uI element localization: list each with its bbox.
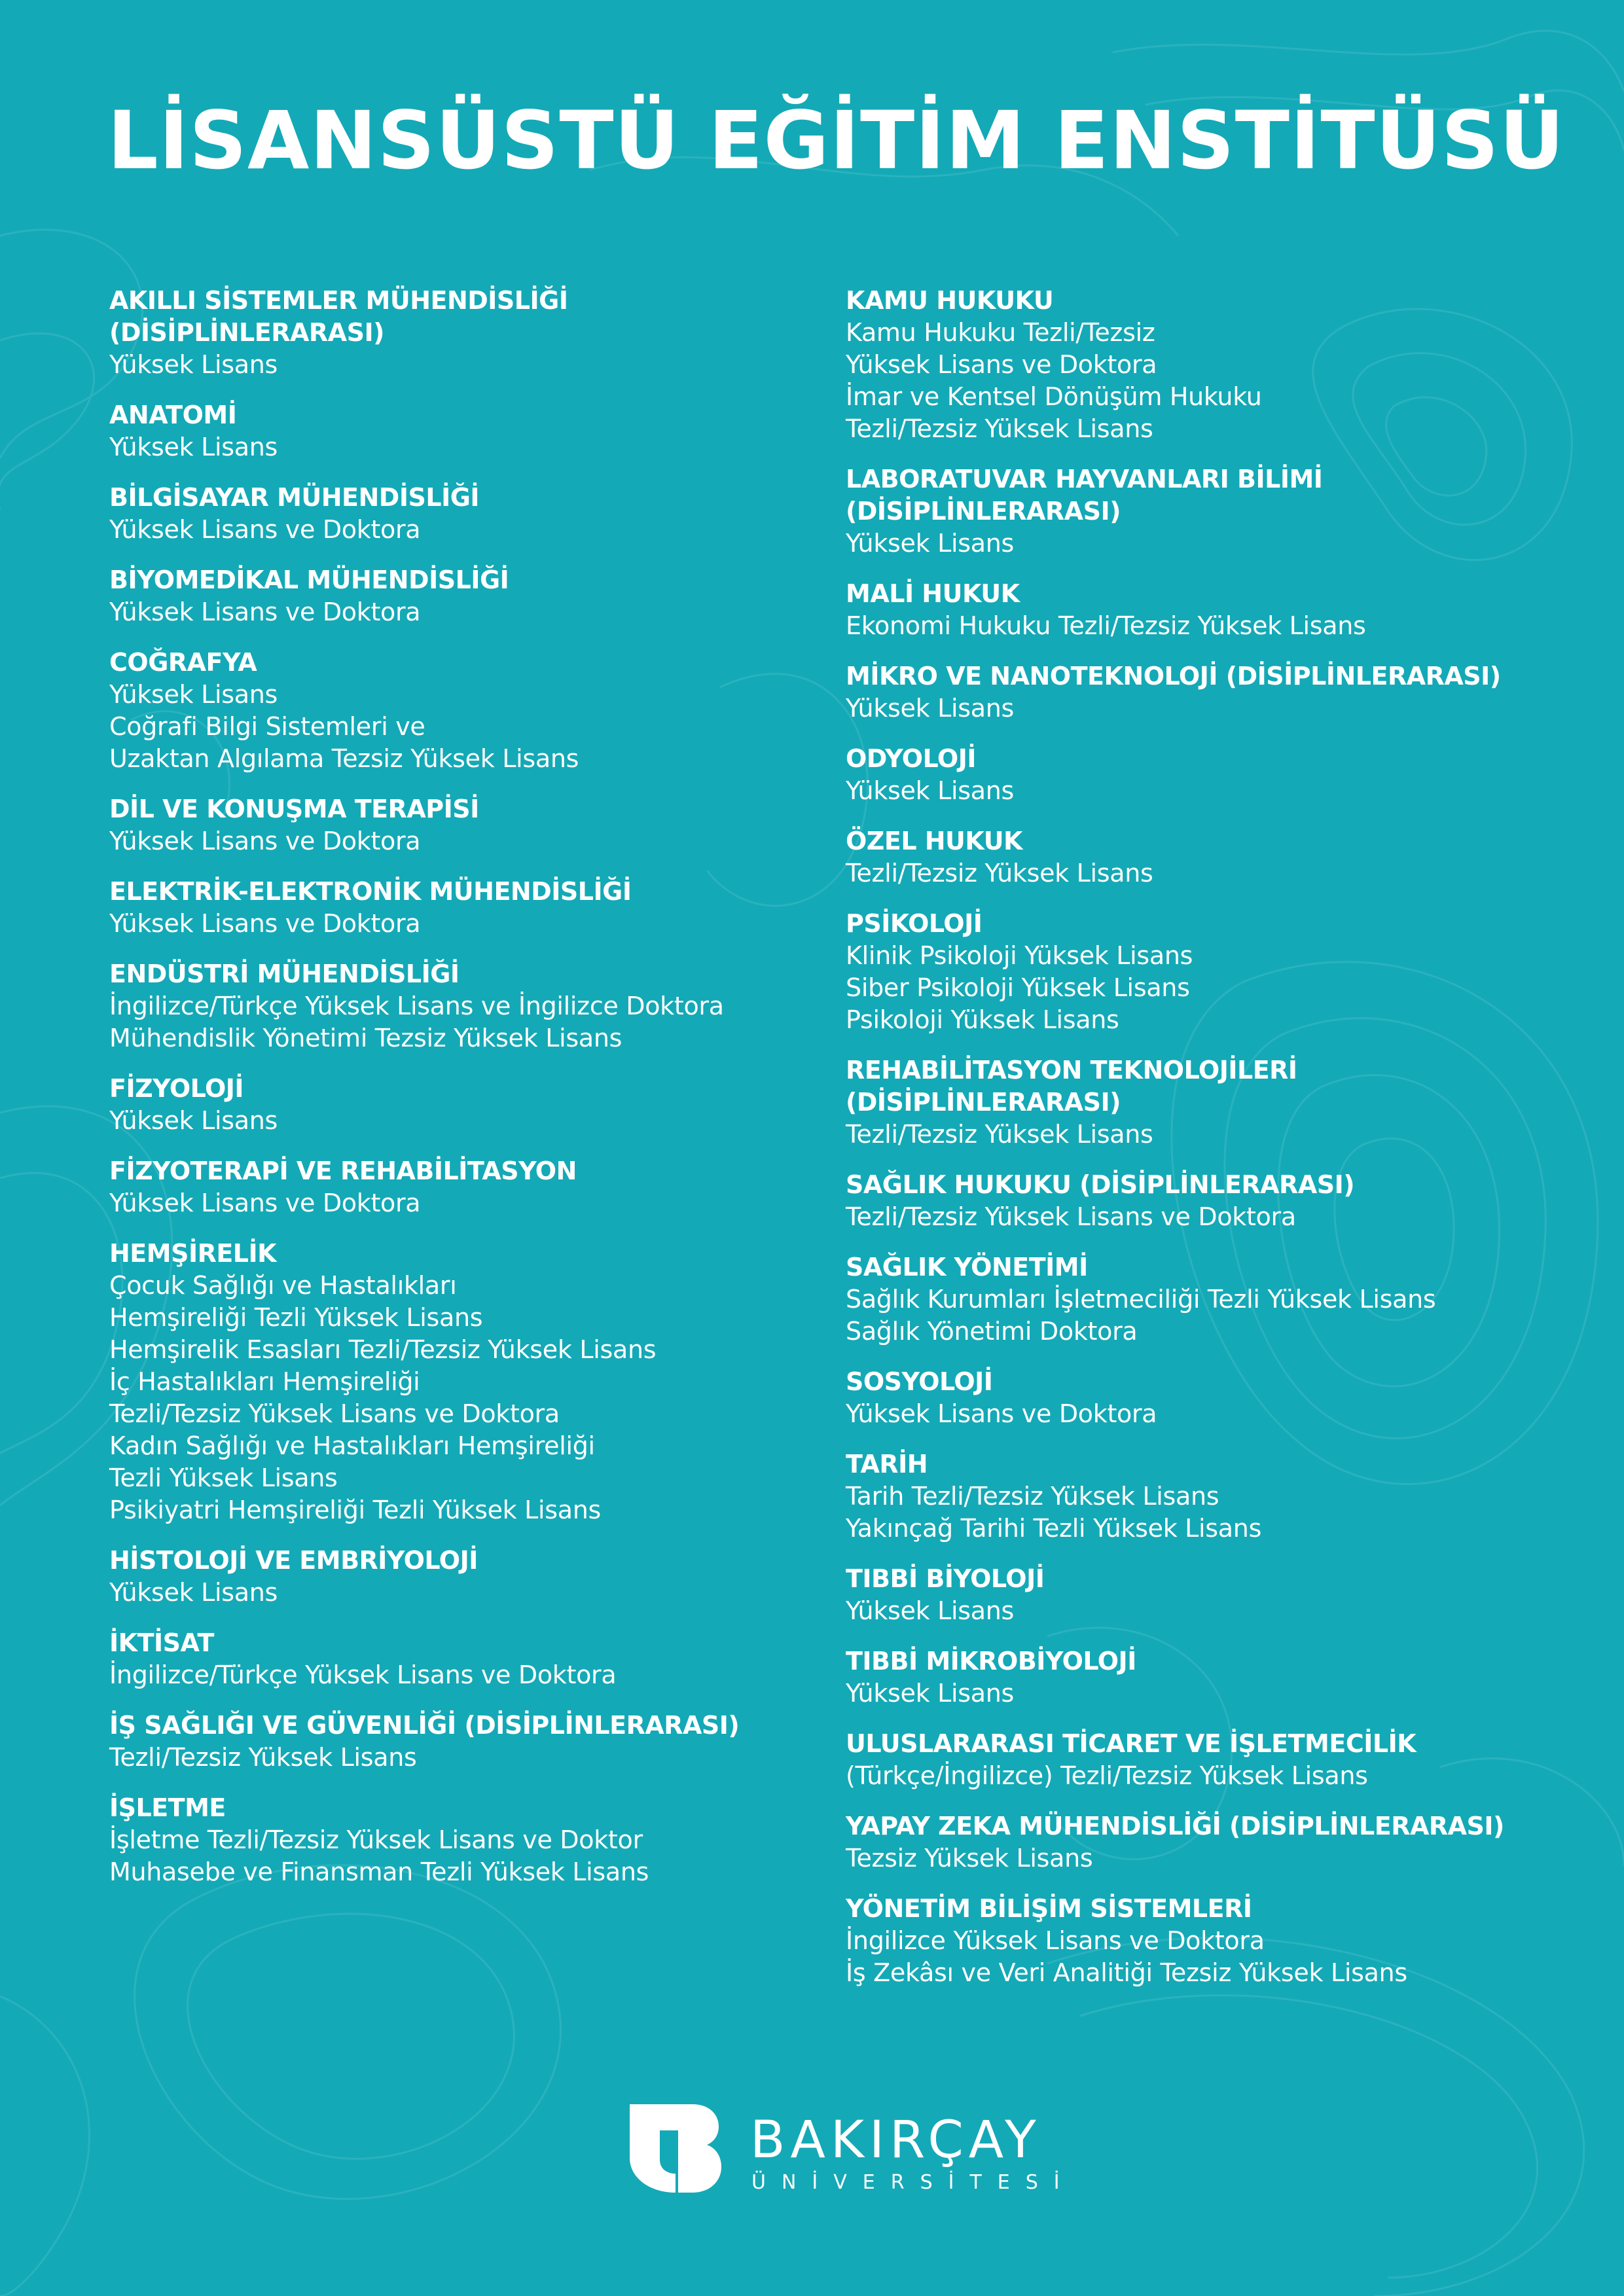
program-entry — [109, 876, 803, 940]
program-degree: Sağlık Kurumları İşletmeciliği Tezli Yüksek Lisans — [846, 1285, 1436, 1314]
program-degree: Psikiyatri Hemşireliği Tezli Yüksek Lisans — [109, 1496, 602, 1524]
program-degree: Yüksek Lisans — [846, 1596, 1014, 1625]
program-name: İKTİSAT — [109, 1628, 214, 1657]
program-degree: Tarih Tezli/Tezsiz Yüksek Lisans — [846, 1482, 1219, 1511]
program-degree: İmar ve Kentsel Dönüşüm Hukuku — [846, 382, 1262, 411]
right-program-column — [846, 285, 1579, 2007]
program-degree: Siber Psikoloji Yüksek Lisans — [846, 973, 1190, 1002]
program-name: DİL VE KONUŞMA TERAPİSİ — [109, 795, 479, 823]
program-degree: Yüksek Lisans ve Doktora — [846, 1399, 1157, 1428]
program-entry — [846, 285, 1579, 445]
program-entry — [846, 743, 1579, 807]
program-entry — [109, 1238, 803, 1526]
program-name: YAPAY ZEKA MÜHENDİSLİĞİ (DİSİPLİNLERARASI) — [846, 1812, 1504, 1840]
program-name: ODYOLOJİ — [846, 744, 976, 773]
program-degree: İç Hastalıkları Hemşireliği — [109, 1367, 420, 1396]
program-name: HEMŞİRELİK — [109, 1239, 277, 1268]
program-name: TIBBİ BİYOLOJİ — [846, 1564, 1045, 1593]
program-entry — [109, 1545, 803, 1609]
program-name: AKILLI SİSTEMLER MÜHENDİSLİĞİ — [109, 286, 568, 315]
program-name: MİKRO VE NANOTEKNOLOJİ (DİSİPLİNLERARASI) — [846, 662, 1501, 691]
program-degree: Tezli/Tezsiz Yüksek Lisans ve Doktora — [846, 1202, 1296, 1231]
program-name: PSİKOLOJİ — [846, 909, 983, 938]
program-entry — [109, 1073, 803, 1137]
program-degree: Tezli/Tezsiz Yüksek Lisans ve Doktora — [109, 1399, 560, 1428]
program-degree: Hemşireliği Tezli Yüksek Lisans — [109, 1303, 483, 1332]
program-entry — [109, 647, 803, 775]
program-name: ELEKTRİK-ELEKTRONİK MÜHENDİSLİĞİ — [109, 877, 632, 906]
program-entry — [846, 1251, 1579, 1348]
program-name: HİSTOLOJİ VE EMBRİYOLOJİ — [109, 1546, 478, 1575]
program-degree: Tezli/Tezsiz Yüksek Lisans — [846, 859, 1153, 888]
program-entry — [846, 825, 1579, 889]
program-degree: (Türkçe/İngilizce) Tezli/Tezsiz Yüksek Lisans — [846, 1761, 1368, 1790]
program-name: (DİSİPLİNLERARASI) — [846, 1088, 1121, 1117]
program-degree: Klinik Psikoloji Yüksek Lisans — [846, 941, 1193, 970]
program-entry — [109, 1155, 803, 1219]
program-degree: İngilizce/Türkçe Yüksek Lisans ve İngilizce Doktora — [109, 992, 724, 1020]
left-program-column — [109, 285, 803, 1907]
program-degree: Yüksek Lisans — [109, 433, 278, 461]
program-name: ULUSLARARASI TİCARET VE İŞLETMECİLİK — [846, 1729, 1416, 1758]
program-entry — [846, 1054, 1579, 1151]
program-entry — [846, 578, 1579, 642]
program-degree: Yüksek Lisans ve Doktora — [109, 598, 421, 626]
program-name: İŞ SAĞLIĞI VE GÜVENLİĞİ (DİSİPLİNLERARASI) — [109, 1711, 740, 1740]
program-degree: Yüksek Lisans — [846, 1679, 1014, 1708]
program-degree: Coğrafi Bilgi Sistemleri ve — [109, 712, 425, 741]
program-degree: Yüksek Lisans — [109, 350, 278, 379]
program-name: FİZYOLOJİ — [109, 1074, 244, 1103]
program-entry — [109, 399, 803, 463]
bakircay-logo-icon — [630, 2104, 721, 2193]
program-name: İŞLETME — [109, 1793, 226, 1822]
program-degree: Muhasebe ve Finansman Tezli Yüksek Lisans — [109, 1857, 649, 1886]
program-degree: İngilizce/Türkçe Yüksek Lisans ve Doktora — [109, 1660, 617, 1689]
program-name: BİYOMEDİKAL MÜHENDİSLİĞİ — [109, 565, 509, 594]
program-entry — [846, 463, 1579, 560]
program-entry — [846, 1563, 1579, 1627]
program-entry — [109, 1627, 803, 1691]
program-degree: Tezli/Tezsiz Yüksek Lisans — [846, 1120, 1153, 1149]
program-degree: Ekonomi Hukuku Tezli/Tezsiz Yüksek Lisans — [846, 611, 1366, 640]
program-entry — [109, 793, 803, 857]
program-degree: Yüksek Lisans — [846, 694, 1014, 723]
program-degree: İşletme Tezli/Tezsiz Yüksek Lisans ve Doktor — [109, 1825, 643, 1854]
program-degree: Kadın Sağlığı ve Hastalıkları Hemşireliği — [109, 1431, 595, 1460]
program-degree: Psikoloji Yüksek Lisans — [846, 1005, 1119, 1034]
program-entry — [846, 1448, 1579, 1545]
program-degree: Kamu Hukuku Tezli/Tezsiz — [846, 318, 1155, 347]
program-degree: Yakınçağ Tarihi Tezli Yüksek Lisans — [846, 1514, 1262, 1543]
program-entry — [846, 1169, 1579, 1233]
program-degree: Yüksek Lisans — [109, 680, 278, 709]
program-name: MALİ HUKUK — [846, 579, 1020, 608]
program-entry — [109, 564, 803, 628]
page-title: LİSANSÜSTÜ EĞİTİM ENSTİTÜSÜ — [107, 94, 1565, 187]
program-entry — [109, 958, 803, 1054]
program-name: COĞRAFYA — [109, 648, 257, 677]
program-degree: Yüksek Lisans — [846, 776, 1014, 805]
program-name: TARİH — [846, 1450, 928, 1479]
program-name: SAĞLIK YÖNETİMİ — [846, 1253, 1088, 1282]
program-name: ÖZEL HUKUK — [846, 827, 1022, 855]
program-name: KAMU HUKUKU — [846, 286, 1054, 315]
program-name: REHABİLİTASYON TEKNOLOJİLERİ — [846, 1056, 1297, 1085]
program-name: (DİSİPLİNLERARASI) — [846, 497, 1121, 526]
program-entry — [846, 1893, 1579, 1989]
program-degree: Yüksek Lisans — [846, 529, 1014, 558]
logo-name: BAKIRÇAY — [750, 2111, 1041, 2170]
program-degree: Yüksek Lisans — [109, 1578, 278, 1607]
program-entry — [846, 908, 1579, 1036]
program-degree: Yüksek Lisans ve Doktora — [109, 515, 421, 544]
program-entry — [109, 285, 803, 381]
program-entry — [846, 1810, 1579, 1874]
program-degree: Tezli/Tezsiz Yüksek Lisans — [846, 414, 1153, 443]
program-name: ENDÜSTRİ MÜHENDİSLİĞİ — [109, 960, 460, 988]
program-degree: Tezsiz Yüksek Lisans — [846, 1844, 1093, 1873]
program-degree: Uzaktan Algılama Tezsiz Yüksek Lisans — [109, 744, 579, 773]
program-name: ANATOMİ — [109, 401, 237, 429]
program-entry — [846, 1645, 1579, 1710]
program-name: (DİSİPLİNLERARASI) — [109, 318, 384, 347]
program-entry — [109, 482, 803, 546]
program-degree: Hemşirelik Esasları Tezli/Tezsiz Yüksek Lisans — [109, 1335, 657, 1364]
program-degree: İngilizce Yüksek Lisans ve Doktora — [846, 1926, 1265, 1955]
university-logo — [630, 2104, 1075, 2202]
program-degree: Yüksek Lisans — [109, 1106, 278, 1135]
program-degree: Yüksek Lisans ve Doktora — [109, 1189, 421, 1217]
program-degree: Sağlık Yönetimi Doktora — [846, 1317, 1138, 1346]
program-degree: Mühendislik Yönetimi Tezsiz Yüksek Lisans — [109, 1024, 623, 1052]
program-degree: Yüksek Lisans ve Doktora — [846, 350, 1157, 379]
program-degree: Tezli Yüksek Lisans — [109, 1463, 338, 1492]
program-degree: Yüksek Lisans ve Doktora — [109, 909, 421, 938]
logo-subtitle: ÜNİVERSİTESİ — [751, 2171, 1075, 2194]
program-entry — [109, 1792, 803, 1888]
program-name: SAĞLIK HUKUKU (DİSİPLİNLERARASI) — [846, 1170, 1355, 1199]
program-entry — [109, 1710, 803, 1774]
program-degree: Yüksek Lisans ve Doktora — [109, 827, 421, 855]
program-entry — [846, 1366, 1579, 1430]
program-name: LABORATUVAR HAYVANLARI BİLİMİ — [846, 465, 1323, 493]
program-degree: Çocuk Sağlığı ve Hastalıkları — [109, 1271, 457, 1300]
program-name: BİLGİSAYAR MÜHENDİSLİĞİ — [109, 483, 480, 512]
program-degree: İş Zekâsı ve Veri Analitiği Tezsiz Yüksek Lisans — [846, 1958, 1407, 1987]
program-entry — [846, 1728, 1579, 1792]
program-name: TIBBİ MİKROBİYOLOJİ — [846, 1647, 1136, 1676]
program-name: YÖNETİM BİLİŞİM SİSTEMLERİ — [846, 1894, 1252, 1923]
program-degree: Tezli/Tezsiz Yüksek Lisans — [109, 1743, 417, 1772]
program-entry — [846, 660, 1579, 725]
program-name: SOSYOLOJİ — [846, 1367, 993, 1396]
program-name: FİZYOTERAPİ VE REHABİLİTASYON — [109, 1157, 577, 1185]
